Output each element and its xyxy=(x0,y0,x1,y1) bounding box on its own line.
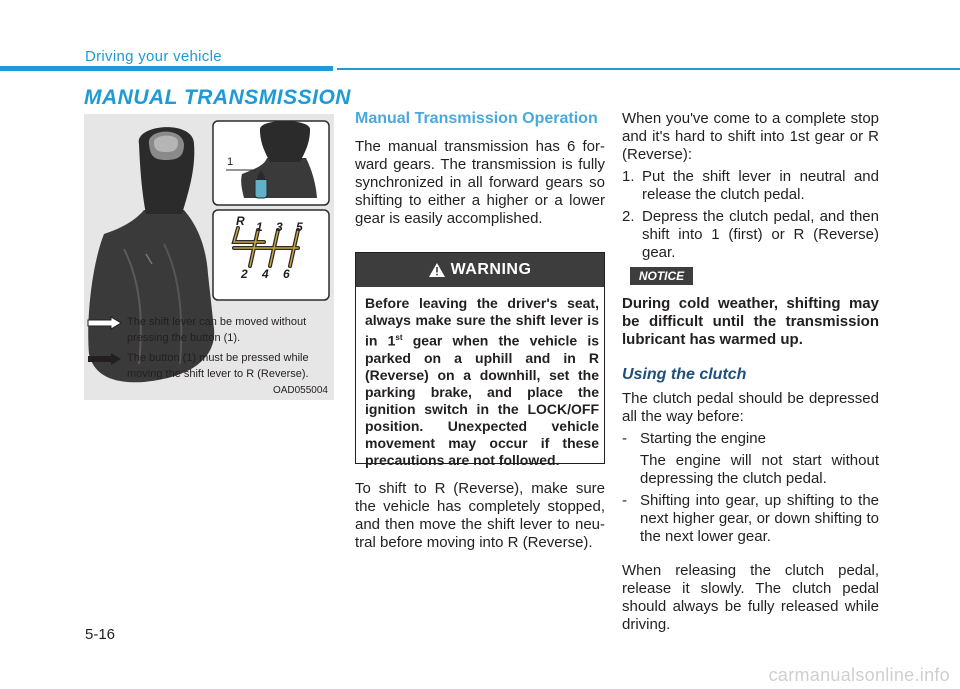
warning-triangle-icon xyxy=(429,263,445,277)
list-item: 1. Put the shift lever in neutral and release the clutch pedal. xyxy=(622,168,879,203)
header-rule-thin xyxy=(337,68,960,70)
list-item: - Shifting into gear, up shifting to the next higher gear, or down shifting to the next lower gear. xyxy=(622,492,879,545)
operation-section xyxy=(355,110,605,228)
chapter-title: Driving your vehicle xyxy=(85,48,222,65)
figure-code: OAD055004 xyxy=(272,385,328,396)
header-rule-thick xyxy=(0,66,333,71)
gear-label-r: R xyxy=(236,214,245,228)
filled-arrow-icon xyxy=(87,352,123,366)
warning-label: WARNING xyxy=(450,261,532,278)
list-item-detail: The engine will not start without depressing the clutch pedal. xyxy=(640,452,879,487)
clutch-section xyxy=(622,390,879,634)
warning-box xyxy=(355,252,605,468)
gear-label-4: 4 xyxy=(262,267,269,281)
notice-text: During cold weather, shifting may be difficult until the transmission lubricant has warmed up. xyxy=(622,295,879,348)
stop-shift-intro: When you've come to a complete stop and it's hard to shift into 1st gear or R (Reverse): xyxy=(622,110,879,163)
clutch-intro: The clutch pedal should be depressed all the way before: xyxy=(622,390,879,425)
list-item: 2. Depress the clutch pedal, and then shift into 1 (first) or R (Reverse) gear. xyxy=(622,208,879,261)
reverse-section xyxy=(355,480,605,552)
caption-row-no-button xyxy=(84,314,334,346)
gear-label-1: 1 xyxy=(256,220,263,234)
warning-text: Before leaving the driver's seat, always make sure the shift lever is in 1st gear when the vehicle is parked on a uphill and in R (Reverse) on a downhill, set the parking brake, and place the ignition switch in the LOCK/OFF position. Unexpected vehicle movement may occur if these precautions are not followed. xyxy=(365,295,599,468)
shift-lever-figure xyxy=(84,114,334,400)
operation-subtitle: Manual Transmission Operation xyxy=(355,110,598,127)
gear-label-2: 2 xyxy=(241,267,248,281)
clutch-subtitle: Using the clutch xyxy=(622,366,747,383)
warning-header xyxy=(356,253,604,287)
page-number: 5-16 xyxy=(85,626,116,643)
outline-arrow-icon xyxy=(87,316,123,330)
operation-intro: The manual transmission has 6 for-ward gears. The transmission is fully synchronized in all forward gears so shifting to either a higher or a lower gear is easily accomplished. xyxy=(355,138,605,227)
list-item: - Starting the engine xyxy=(622,430,766,447)
clutch-release-text: When releasing the clutch pedal, release it slowly. The clutch pedal should always be fully released while driving. xyxy=(622,562,879,633)
reverse-instructions: To shift to R (Reverse), make sure the vehicle has completely stopped, and then move the shift lever to neu-tral before moving into R (Reverse). xyxy=(355,480,605,551)
site-watermark: carmanualsonline.info xyxy=(768,665,950,685)
gear-label-5: 5 xyxy=(296,220,303,234)
gear-label-6: 6 xyxy=(283,267,290,281)
caption-row-with-button xyxy=(84,350,334,382)
section-title: MANUAL TRANSMISSION xyxy=(84,86,351,109)
notice-badge: NOTICE xyxy=(630,267,693,285)
caption-text: The shift lever can be moved without pressing the button (1). xyxy=(127,316,307,344)
button-callout-label: 1 xyxy=(227,156,234,168)
gear-label-3: 3 xyxy=(276,220,283,234)
caption-text: The button (1) must be pressed while moving the shift lever to R (Reverse). xyxy=(127,352,309,380)
stop-shift-section xyxy=(622,110,879,262)
